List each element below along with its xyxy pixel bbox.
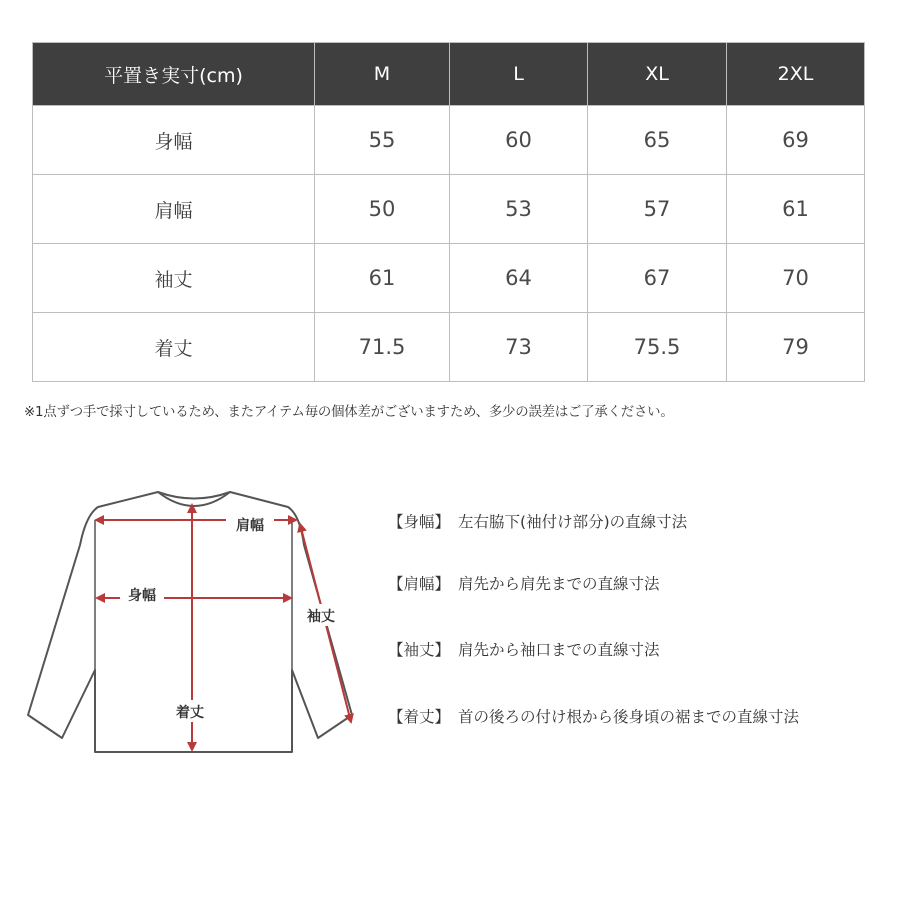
cell-value: 61 <box>315 244 450 313</box>
shirt-diagram <box>0 470 380 770</box>
chest-label: 身幅 <box>128 588 156 604</box>
sleeve-label: 袖丈 <box>307 609 335 625</box>
table-row <box>33 106 865 175</box>
size-header-xl: XL <box>588 43 727 106</box>
cell-value: 70 <box>727 244 865 313</box>
legend-text: 肩先から袖口までの直線寸法 <box>458 641 660 659</box>
cell-value: 57 <box>588 175 727 244</box>
cell-value: 64 <box>450 244 588 313</box>
size-header-l: L <box>450 43 588 106</box>
shoulder-label: 肩幅 <box>236 518 264 534</box>
cell-value: 75.5 <box>588 313 727 382</box>
row-label: 袖丈 <box>33 244 315 313</box>
cell-value: 60 <box>450 106 588 175</box>
legend-text: 首の後ろの付け根から後身頃の裾までの直線寸法 <box>458 708 800 726</box>
table-row <box>33 244 865 313</box>
size-table <box>32 42 865 382</box>
legend-item-sleeve <box>388 638 660 660</box>
row-label: 身幅 <box>33 106 315 175</box>
legend-item-chest <box>388 510 687 532</box>
row-label: 肩幅 <box>33 175 315 244</box>
length-label: 着丈 <box>176 705 204 721</box>
legend-tag: 【着丈】 <box>388 708 451 726</box>
table-row <box>33 175 865 244</box>
legend-item-shoulder <box>388 572 660 594</box>
legend-tag: 【袖丈】 <box>388 641 451 659</box>
header-label: 平置き実寸(cm) <box>33 43 315 106</box>
legend-tag: 【身幅】 <box>388 513 451 531</box>
size-header-2xl: 2XL <box>727 43 865 106</box>
size-header-m: M <box>315 43 450 106</box>
cell-value: 71.5 <box>315 313 450 382</box>
legend-tag: 【肩幅】 <box>388 575 451 593</box>
measurement-note: ※1点ずつ手で採寸しているため、またアイテム毎の個体差がございますため、多少の誤差はご了承ください。 <box>24 405 674 420</box>
table-row <box>33 313 865 382</box>
cell-value: 65 <box>588 106 727 175</box>
table-header-row <box>33 43 865 106</box>
cell-value: 73 <box>450 313 588 382</box>
cell-value: 61 <box>727 175 865 244</box>
legend-item-length <box>388 705 799 727</box>
cell-value: 50 <box>315 175 450 244</box>
legend-text: 肩先から肩先までの直線寸法 <box>458 575 660 593</box>
cell-value: 69 <box>727 106 865 175</box>
cell-value: 55 <box>315 106 450 175</box>
cell-value: 67 <box>588 244 727 313</box>
legend-text: 左右脇下(袖付け部分)の直線寸法 <box>458 513 688 531</box>
cell-value: 53 <box>450 175 588 244</box>
row-label: 着丈 <box>33 313 315 382</box>
cell-value: 79 <box>727 313 865 382</box>
